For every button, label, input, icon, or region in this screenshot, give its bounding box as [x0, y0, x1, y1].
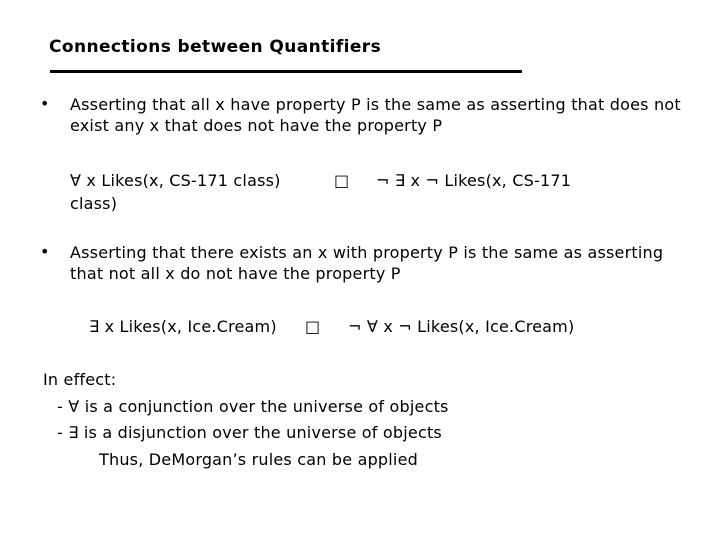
- formula-continuation: class): [70, 194, 118, 213]
- effect-block: [43, 367, 449, 473]
- effect-line-disjunction: - ∃ is a disjunction over the universe of objects: [57, 423, 442, 442]
- formula-rhs: ¬ ∃ x ¬ Likes(x, CS-171: [376, 171, 572, 190]
- formula-lhs: ∃ x Likes(x, Ice.Cream): [89, 317, 277, 336]
- formula-rhs: ¬ ∀ x ¬ Likes(x, Ice.Cream): [348, 317, 575, 336]
- equivalence-symbol: □: [334, 171, 350, 190]
- effect-line-conjunction: - ∀ is a conjunction over the universe of objects: [57, 396, 449, 416]
- slide-title: Connections between Quantifiers: [49, 37, 382, 57]
- effect-heading: In effect:: [43, 370, 117, 389]
- bullet-text: Asserting that all x have property P is the same as asserting that does not exist any x that does not have the property P: [70, 95, 681, 135]
- effect-line-demorgan: Thus, DeMorgan’s rules can be applied: [99, 449, 418, 469]
- bullet-text: Asserting that there exists an x with property P is the same as asserting that not all x do not have the property P: [70, 243, 664, 283]
- bullet-marker: •: [40, 94, 50, 113]
- formula-lhs: ∀ x Likes(x, CS-171 class): [70, 171, 281, 190]
- title-underline: [50, 70, 522, 73]
- equivalence-symbol: □: [305, 317, 321, 336]
- bullet-marker: •: [40, 242, 50, 261]
